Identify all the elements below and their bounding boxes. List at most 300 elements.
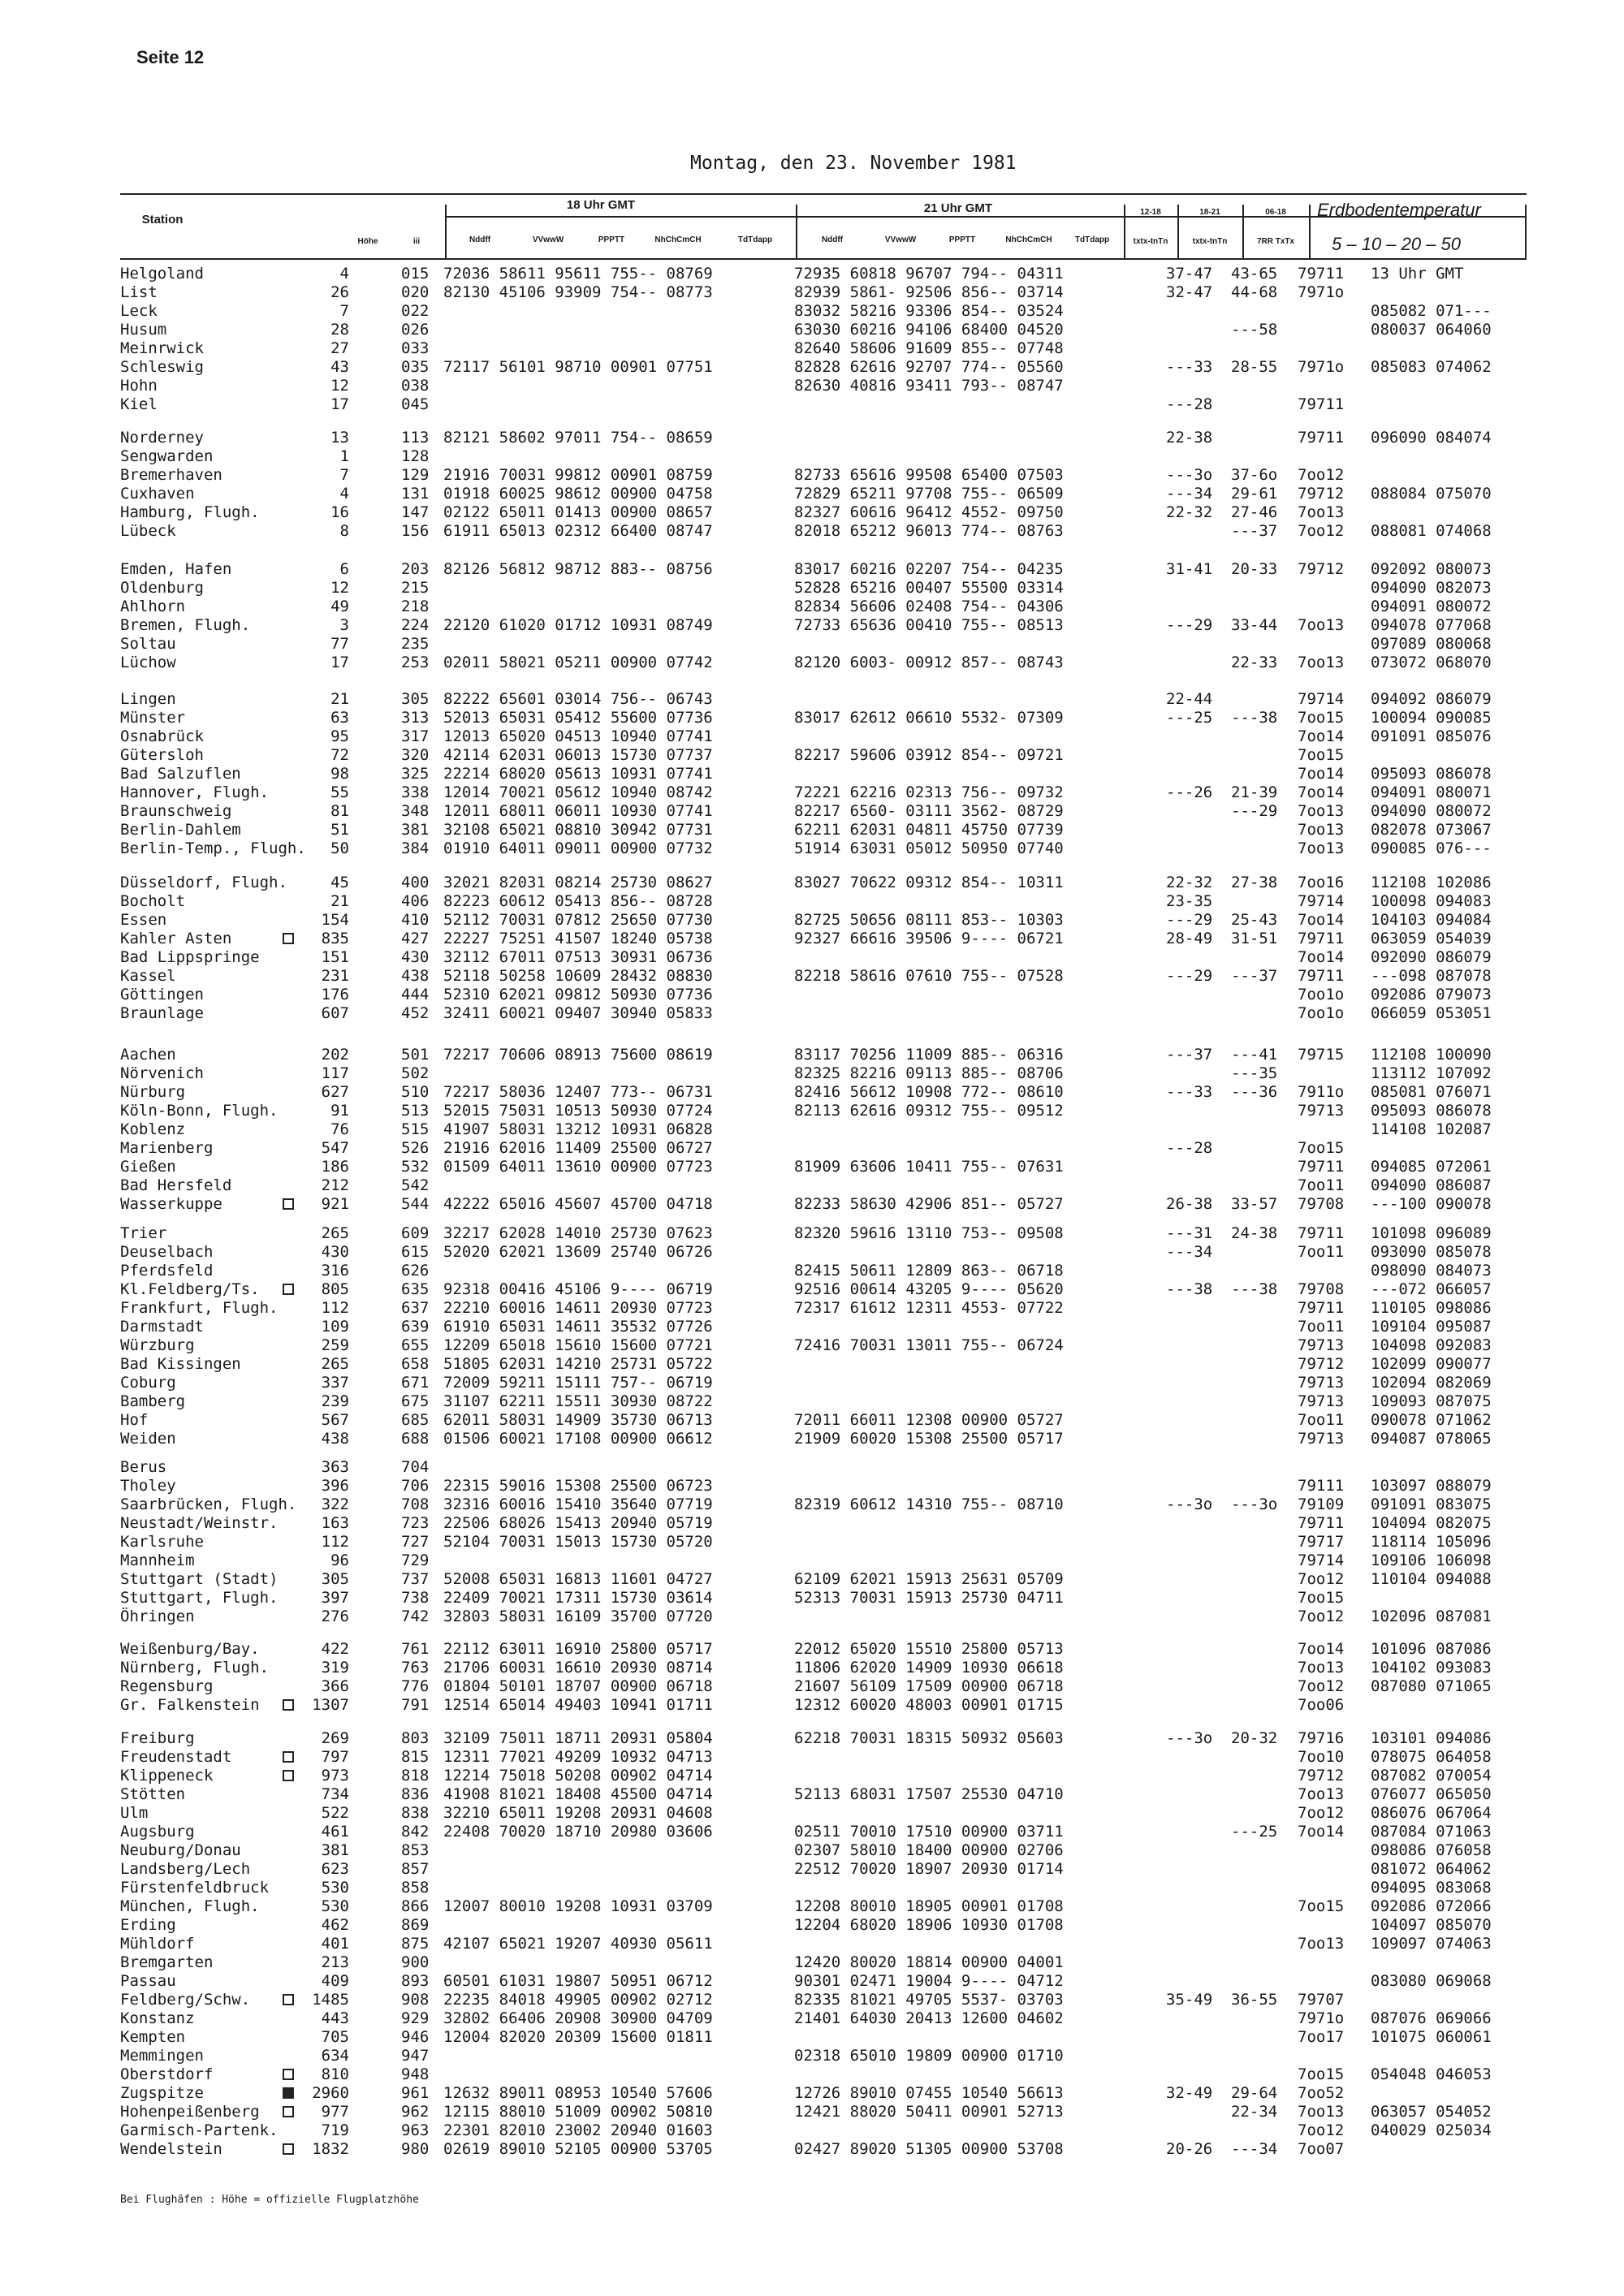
cell-soil: 103101 094086 — [1371, 1729, 1492, 1747]
cell-id: 963 — [401, 2121, 430, 2139]
cell-soil: 094095 083068 — [1371, 1879, 1492, 1897]
cell-g18: 62011 58031 14909 35730 06713 — [443, 1411, 713, 1429]
cell-height: 634 — [321, 2047, 349, 2065]
table-row — [120, 466, 1525, 485]
table-row — [120, 1374, 1525, 1392]
cell-c2: ---41 — [1231, 1046, 1278, 1064]
header-erd-depths: 5 – 10 – 20 – 50 — [1332, 234, 1462, 254]
cell-id: 727 — [401, 1533, 430, 1551]
cell-soil: 110104 094088 — [1371, 1570, 1492, 1588]
cell-id: 838 — [401, 1804, 430, 1822]
cell-g18: 22210 60016 14611 20930 07723 — [443, 1299, 713, 1317]
table-row — [120, 1897, 1525, 1916]
page-date: Montag, den 23. November 1981 — [690, 153, 1017, 174]
cell-id: 532 — [401, 1158, 430, 1176]
header-sub-c2: txtx-tnTn — [1192, 237, 1228, 246]
cell-station: Freiburg — [120, 1729, 195, 1747]
table-row — [120, 1785, 1525, 1804]
cell-soil: 101096 087086 — [1371, 1640, 1492, 1658]
open-square-icon — [283, 1770, 294, 1781]
cell-c3: 7oo17 — [1298, 2028, 1345, 2046]
cell-station: Weißenburg/Bay. — [120, 1640, 260, 1658]
cell-station: Kiel — [120, 395, 158, 413]
cell-c3: 7oo14 — [1298, 727, 1345, 745]
cell-id: 706 — [401, 1477, 430, 1495]
cell-soil: 104097 085070 — [1371, 1916, 1492, 1934]
table-row — [120, 616, 1525, 635]
cell-station: Leck — [120, 302, 158, 320]
cell-station: Bad Kissingen — [120, 1355, 241, 1373]
table-row — [120, 265, 1525, 283]
cell-g21: 22012 65020 15510 25800 05713 — [794, 1640, 1064, 1658]
cell-id: 704 — [401, 1458, 430, 1476]
table-row — [120, 1392, 1525, 1411]
cell-g18: 22112 63011 16910 25800 05717 — [443, 1640, 713, 1658]
cell-c2: 24-38 — [1231, 1224, 1278, 1242]
cell-c2: ---58 — [1231, 321, 1278, 339]
cell-station: Garmisch-Partenk. — [120, 2121, 279, 2139]
cell-g18: 31107 62211 15511 30930 08722 — [443, 1392, 713, 1410]
cell-id: 427 — [401, 930, 430, 947]
cell-height: 27 — [330, 339, 349, 357]
cell-station: Bremen, Flugh. — [120, 616, 251, 634]
cell-c3: 7oo14 — [1298, 911, 1345, 929]
cell-id: 338 — [401, 783, 430, 801]
cell-station: Berlin-Temp., Flugh. — [120, 839, 306, 857]
cell-id: 501 — [401, 1046, 430, 1064]
header-erdbodentemperatur: Erdbodentemperatur — [1317, 200, 1481, 220]
cell-soil: 092086 079073 — [1371, 986, 1492, 1003]
cell-station: Tholey — [120, 1477, 176, 1495]
cell-id: 857 — [401, 1860, 430, 1878]
cell-id: 803 — [401, 1729, 430, 1747]
cell-height: 366 — [321, 1677, 349, 1695]
cell-height: 3 — [339, 616, 349, 634]
cell-c1: 32-49 — [1166, 2084, 1213, 2102]
table-row — [120, 503, 1525, 522]
cell-g18: 02619 89010 52105 00900 53705 — [443, 2140, 713, 2158]
cell-height: 186 — [321, 1158, 349, 1176]
cell-g21: 83017 60216 02207 754-- 04235 — [794, 560, 1064, 578]
cell-c1: ---33 — [1166, 1083, 1213, 1101]
cell-id: 510 — [401, 1083, 430, 1101]
cell-c3: 7oo12 — [1298, 1677, 1345, 1695]
cell-g21: 52313 70031 15913 25730 04711 — [794, 1589, 1064, 1607]
table-row — [120, 1748, 1525, 1767]
cell-soil: 094078 077068 — [1371, 616, 1492, 634]
table-row — [120, 1102, 1525, 1120]
cell-g18: 32112 67011 07513 30931 06736 — [443, 948, 713, 966]
cell-c3: 79713 — [1298, 1374, 1345, 1392]
cell-soil: 097089 080068 — [1371, 635, 1492, 653]
cell-height: 397 — [321, 1589, 349, 1607]
cell-g18: 12014 70021 05612 10940 08742 — [443, 783, 713, 801]
cell-id: 866 — [401, 1897, 430, 1915]
cell-height: 17 — [330, 654, 349, 671]
cell-g21: 82939 5861- 92506 856-- 03714 — [794, 283, 1064, 301]
cell-g18: 32109 75011 18711 20931 05804 — [443, 1729, 713, 1747]
cell-soil: 109104 095087 — [1371, 1318, 1492, 1336]
cell-g18: 22409 70021 17311 15730 03614 — [443, 1589, 713, 1607]
cell-station: Augsburg — [120, 1823, 195, 1841]
cell-station: Bocholt — [120, 892, 186, 910]
cell-c3: 7oo14 — [1298, 1823, 1345, 1841]
cell-c3: 79713 — [1298, 1392, 1345, 1410]
cell-soil: 094090 080072 — [1371, 802, 1492, 820]
table-row — [120, 1083, 1525, 1102]
cell-height: 530 — [321, 1879, 349, 1897]
table-row — [120, 821, 1525, 839]
cell-soil: 118114 105096 — [1371, 1533, 1492, 1551]
cell-c3: 7oo15 — [1298, 2065, 1345, 2083]
cell-station: Freudenstadt — [120, 1748, 232, 1766]
cell-height: 109 — [321, 1318, 349, 1336]
table-row — [120, 765, 1525, 783]
cell-c3: 79711 — [1298, 1299, 1345, 1317]
cell-soil: 078075 064058 — [1371, 1748, 1492, 1766]
station-group — [120, 265, 1525, 414]
cell-g21: 72733 65636 00410 755-- 08513 — [794, 616, 1064, 634]
cell-g18: 52112 70031 07812 25650 07730 — [443, 911, 713, 929]
table-row — [120, 1860, 1525, 1879]
cell-height: 112 — [321, 1299, 349, 1317]
cell-id: 544 — [401, 1195, 430, 1213]
cell-id: 893 — [401, 1972, 430, 1990]
table-row — [120, 1514, 1525, 1533]
table-row — [120, 1158, 1525, 1176]
cell-id: 235 — [401, 635, 430, 653]
cell-c2: 21-39 — [1231, 783, 1278, 801]
cell-station: Gr. Falkenstein — [120, 1696, 260, 1714]
cell-id: 410 — [401, 911, 430, 929]
open-square-icon — [283, 1284, 294, 1295]
cell-c3: 79711 — [1298, 429, 1345, 447]
cell-g18: 72009 59211 15111 757-- 06719 — [443, 1374, 713, 1392]
header-sub18-3: PPPTT — [598, 235, 625, 244]
table-row — [120, 1953, 1525, 1972]
cell-g18: 21916 70031 99812 00901 08759 — [443, 466, 713, 484]
cell-g21: 82120 6003- 00912 857-- 08743 — [794, 654, 1064, 671]
table-row — [120, 1879, 1525, 1897]
cell-c3: 79713 — [1298, 1336, 1345, 1354]
cell-id: 033 — [401, 339, 430, 357]
cell-height: 176 — [321, 986, 349, 1003]
open-square-icon — [283, 2143, 294, 2155]
header-12-18: 12-18 — [1140, 208, 1161, 217]
cell-height: 13 — [330, 429, 349, 447]
cell-height: 259 — [321, 1336, 349, 1354]
cell-soil: 098090 084073 — [1371, 1262, 1492, 1280]
cell-height: 835 — [321, 930, 349, 947]
cell-g21: 12726 89010 07455 10540 56613 — [794, 2084, 1064, 2102]
cell-g18: 22214 68020 05613 10931 07741 — [443, 765, 713, 783]
cell-height: 705 — [321, 2028, 349, 2046]
cell-station: Braunschweig — [120, 802, 232, 820]
cell-station: Weiden — [120, 1430, 176, 1448]
filled-square-icon — [283, 2087, 294, 2099]
cell-soil: 085083 074062 — [1371, 358, 1492, 376]
cell-height: 363 — [321, 1458, 349, 1476]
cell-station: Oberstdorf — [120, 2065, 214, 2083]
cell-height: 51 — [330, 821, 349, 839]
cell-height: 26 — [330, 283, 349, 301]
table-row — [120, 1262, 1525, 1280]
table-row — [120, 690, 1525, 709]
cell-c2: 28-55 — [1231, 358, 1278, 376]
cell-g18: 12004 82020 20309 15600 01811 — [443, 2028, 713, 2046]
cell-c3: 7oo14 — [1298, 783, 1345, 801]
cell-g18: 32021 82031 08214 25730 08627 — [443, 874, 713, 891]
table-row — [120, 1570, 1525, 1589]
cell-c2: ---38 — [1231, 709, 1278, 727]
cell-height: 443 — [321, 2009, 349, 2027]
header-hoehe: Höhe — [357, 237, 378, 246]
cell-c2: 33-57 — [1231, 1195, 1278, 1213]
header-sub21-3: PPPTT — [948, 235, 976, 244]
table-row — [120, 1972, 1525, 1991]
cell-c3: 7oo16 — [1298, 874, 1345, 891]
cell-g21: 22512 70020 18907 20930 01714 — [794, 1860, 1064, 1878]
cell-c3: 79707 — [1298, 1991, 1345, 2009]
table-row — [120, 1533, 1525, 1552]
cell-height: 8 — [339, 522, 349, 540]
cell-c3: 7oo15 — [1298, 709, 1345, 727]
cell-id: 502 — [401, 1064, 430, 1082]
station-group — [120, 1458, 1525, 1626]
cell-id: 858 — [401, 1879, 430, 1897]
cell-station: Essen — [120, 911, 167, 929]
cell-soil: 095093 086078 — [1371, 1102, 1492, 1120]
cell-g18: 01910 64011 09011 00900 07732 — [443, 839, 713, 857]
table-row — [120, 1659, 1525, 1677]
cell-g21: 62218 70031 18315 50932 05603 — [794, 1729, 1064, 1747]
cell-height: 76 — [330, 1120, 349, 1138]
open-square-icon — [283, 1699, 294, 1711]
cell-station: Wendelstein — [120, 2140, 222, 2158]
cell-c1: ---31 — [1166, 1224, 1213, 1242]
cell-id: 218 — [401, 598, 430, 615]
cell-c3: 7oo10 — [1298, 1748, 1345, 1766]
cell-g18: 52020 62021 13609 25740 06726 — [443, 1243, 713, 1261]
cell-height: 337 — [321, 1374, 349, 1392]
cell-c3: 7oo15 — [1298, 1139, 1345, 1157]
header-bottom-rule — [120, 258, 1527, 260]
cell-id: 513 — [401, 1102, 430, 1120]
station-group — [120, 1046, 1525, 1214]
cell-g18: 42107 65021 19207 40930 05611 — [443, 1935, 713, 1953]
cell-soil: 073072 068070 — [1371, 654, 1492, 671]
header-sub18-5: TdTdapp — [737, 235, 773, 244]
table-row — [120, 321, 1525, 339]
cell-id: 515 — [401, 1120, 430, 1138]
cell-c3: 79716 — [1298, 1729, 1345, 1747]
cell-c1: 26-38 — [1166, 1195, 1213, 1213]
cell-g21: 02318 65010 19809 00900 01710 — [794, 2047, 1064, 2065]
station-group — [120, 690, 1525, 858]
cell-c3: 7oo13 — [1298, 503, 1345, 521]
table-row — [120, 1640, 1525, 1659]
cell-height: 409 — [321, 1972, 349, 1990]
cell-c3: 79715 — [1298, 1046, 1345, 1064]
cell-height: 16 — [330, 503, 349, 521]
cell-id: 317 — [401, 727, 430, 745]
cell-c1: ---26 — [1166, 783, 1213, 801]
cell-station: Berlin-Dahlem — [120, 821, 241, 839]
cell-c2: 20-33 — [1231, 560, 1278, 578]
cell-c3: 7oo13 — [1298, 1785, 1345, 1803]
cell-c3: 79711 — [1298, 1224, 1345, 1242]
cell-c3: 7911o — [1298, 1083, 1345, 1101]
cell-c3: 7oo13 — [1298, 839, 1345, 857]
cell-g18: 22506 68026 15413 20940 05719 — [443, 1514, 713, 1532]
cell-station: Fürstenfeldbruck — [120, 1879, 270, 1897]
cell-soil: 101098 096089 — [1371, 1224, 1492, 1242]
cell-soil: 109097 074063 — [1371, 1935, 1492, 1953]
cell-station: Bamberg — [120, 1392, 186, 1410]
cell-soil: 096090 084074 — [1371, 429, 1492, 447]
cell-g18: 52013 65031 05412 55600 07736 — [443, 709, 713, 727]
cell-id: 131 — [401, 485, 430, 503]
cell-soil: 100098 094083 — [1371, 892, 1492, 910]
cell-g18: 92318 00416 45106 9---- 06719 — [443, 1280, 713, 1298]
table-row — [120, 283, 1525, 302]
cell-soil: 085081 076071 — [1371, 1083, 1492, 1101]
cell-soil: 104098 092083 — [1371, 1336, 1492, 1354]
header-sub18-1: Nddff — [469, 235, 491, 244]
cell-g21: 02307 58010 18400 00900 02706 — [794, 1841, 1064, 1859]
cell-station: Kempten — [120, 2028, 186, 2046]
cell-c3: 79714 — [1298, 892, 1345, 910]
header-sub18-4: NhChCmCH — [654, 235, 702, 244]
station-group — [120, 1640, 1525, 1715]
cell-c3: 79714 — [1298, 1552, 1345, 1569]
cell-id: 737 — [401, 1570, 430, 1588]
cell-height: 623 — [321, 1860, 349, 1878]
cell-station: Mannheim — [120, 1552, 195, 1569]
cell-station: Koblenz — [120, 1120, 186, 1138]
cell-c3: 7oo14 — [1298, 948, 1345, 966]
table-row — [120, 1495, 1525, 1514]
cell-c2: 44-68 — [1231, 283, 1278, 301]
table-row — [120, 1195, 1525, 1214]
cell-height: 522 — [321, 1804, 349, 1822]
cell-id: 962 — [401, 2103, 430, 2121]
cell-g21: 02511 70010 17510 00900 03711 — [794, 1823, 1064, 1841]
header-sub21-5: TdTdapp — [1074, 235, 1110, 244]
cell-g18: 32210 65011 19208 20931 04608 — [443, 1804, 713, 1822]
cell-c3: 79714 — [1298, 690, 1345, 708]
header-top-rule — [120, 193, 1527, 195]
cell-station: Lingen — [120, 690, 176, 708]
cell-g21: 72935 60818 96707 794-- 04311 — [794, 265, 1064, 283]
cell-c3: 7971o — [1298, 283, 1345, 301]
cell-height: 319 — [321, 1659, 349, 1677]
cell-c3: 7oo13 — [1298, 616, 1345, 634]
cell-id: 929 — [401, 2009, 430, 2027]
cell-g18: 22120 61020 01712 10931 08749 — [443, 616, 713, 634]
table-row — [120, 986, 1525, 1004]
cell-height: 6 — [339, 560, 349, 578]
cell-c3: 79711 — [1298, 265, 1345, 283]
cell-id: 400 — [401, 874, 430, 891]
table-row — [120, 1804, 1525, 1823]
cell-station: Mühldorf — [120, 1935, 195, 1953]
cell-g21: 12420 80020 18814 00900 04001 — [794, 1953, 1064, 1971]
cell-soil: 083080 069068 — [1371, 1972, 1492, 1990]
cell-id: 900 — [401, 1953, 430, 1971]
cell-soil: 112108 100090 — [1371, 1046, 1492, 1064]
cell-c1: ---29 — [1166, 967, 1213, 985]
cell-soil: 104103 094084 — [1371, 911, 1492, 929]
cell-height: 316 — [321, 1262, 349, 1280]
cell-id: 946 — [401, 2028, 430, 2046]
cell-g21: 12312 60020 48003 00901 01715 — [794, 1696, 1064, 1714]
table-row — [120, 1176, 1525, 1195]
cell-g18: 72036 58611 95611 755-- 08769 — [443, 265, 713, 283]
cell-station: Göttingen — [120, 986, 204, 1003]
cell-g21: 82218 58616 07610 755-- 07528 — [794, 967, 1064, 985]
cell-g18: 72117 56101 98710 00901 07751 — [443, 358, 713, 376]
cell-g21: 82319 60612 14310 755-- 08710 — [794, 1495, 1064, 1513]
cell-height: 17 — [330, 395, 349, 413]
cell-g21: 72011 66011 12308 00900 05727 — [794, 1411, 1064, 1429]
cell-id: 444 — [401, 986, 430, 1003]
cell-id: 723 — [401, 1514, 430, 1532]
cell-g18: 22301 82010 23002 20940 01603 — [443, 2121, 713, 2139]
cell-c1: 37-47 — [1166, 265, 1213, 283]
cell-height: 627 — [321, 1083, 349, 1101]
cell-id: 215 — [401, 579, 430, 597]
cell-id: 836 — [401, 1785, 430, 1803]
cell-station: Deuselbach — [120, 1243, 214, 1261]
cell-height: 430 — [321, 1243, 349, 1261]
cell-c1: ---3o — [1166, 1495, 1213, 1513]
table-row — [120, 746, 1525, 765]
cell-g21: 90301 02471 19004 9---- 04712 — [794, 1972, 1064, 1990]
cell-soil: 092092 080073 — [1371, 560, 1492, 578]
cell-g21: 82233 58630 42906 851-- 05727 — [794, 1195, 1064, 1213]
cell-g21: 82325 82216 09113 885-- 08706 — [794, 1064, 1064, 1082]
cell-c3: 79711 — [1298, 1158, 1345, 1176]
cell-id: 635 — [401, 1280, 430, 1298]
cell-height: 805 — [321, 1280, 349, 1298]
cell-c2: ---35 — [1231, 1064, 1278, 1082]
table-row — [120, 1677, 1525, 1696]
cell-id: 348 — [401, 802, 430, 820]
cell-soil: 102099 090077 — [1371, 1355, 1492, 1373]
cell-id: 875 — [401, 1935, 430, 1953]
cell-station: Osnabrück — [120, 727, 204, 745]
cell-g21: 82018 65212 96013 774-- 08763 — [794, 522, 1064, 540]
station-group — [120, 1729, 1525, 2159]
cell-soil: 093090 085078 — [1371, 1243, 1492, 1261]
cell-g18: 12007 80010 19208 10931 03709 — [443, 1897, 713, 1915]
cell-g21: 83017 62612 06610 5532- 07309 — [794, 709, 1064, 727]
cell-soil: 080037 064060 — [1371, 321, 1492, 339]
cell-height: 265 — [321, 1224, 349, 1242]
table-row — [120, 1120, 1525, 1139]
cell-height: 7 — [339, 466, 349, 484]
cell-height: 810 — [321, 2065, 349, 2083]
cell-c1: 31-41 — [1166, 560, 1213, 578]
cell-station: Schleswig — [120, 358, 204, 376]
cell-height: 81 — [330, 802, 349, 820]
cell-soil: 102094 082069 — [1371, 1374, 1492, 1392]
cell-c3: 79712 — [1298, 560, 1345, 578]
table-row — [120, 358, 1525, 377]
cell-height: 151 — [321, 948, 349, 966]
cell-soil: 090078 071062 — [1371, 1411, 1492, 1429]
